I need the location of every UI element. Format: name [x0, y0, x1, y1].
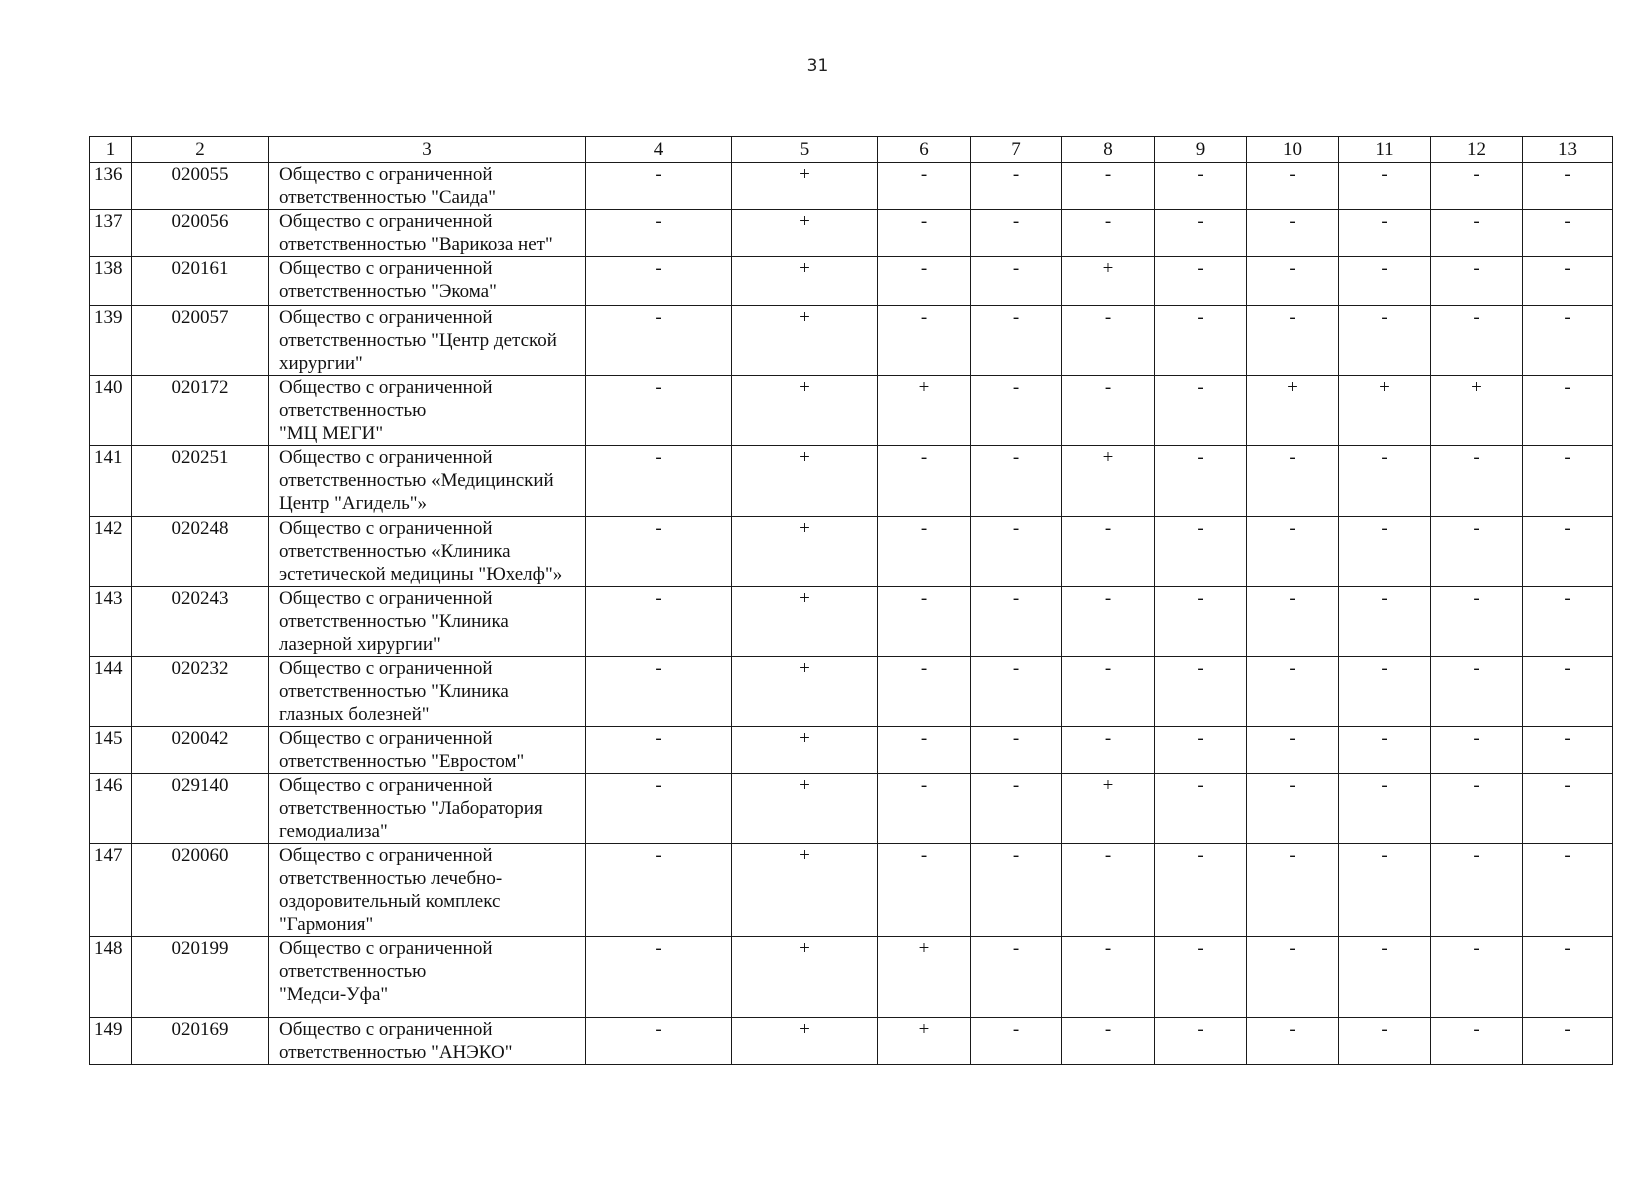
mark-col-6: -: [878, 727, 971, 774]
mark-col-7: -: [971, 657, 1062, 727]
column-header-11: 11: [1339, 137, 1431, 163]
mark-col-9: -: [1155, 587, 1247, 657]
organization-name-line: "МЦ МЕГИ": [279, 423, 384, 444]
mark-col-9: -: [1155, 1018, 1247, 1065]
organization-name: [269, 446, 586, 517]
organization-name-line: ответственностью "Саида": [279, 187, 496, 208]
mark-col-11: -: [1339, 257, 1431, 306]
mark-col-4: -: [586, 210, 732, 257]
mark-col-5: +: [732, 727, 878, 774]
mark-col-13: -: [1523, 774, 1613, 844]
organization-name-line: гемодиализа": [279, 821, 388, 842]
table-row: [90, 1018, 1613, 1065]
mark-col-5: +: [732, 210, 878, 257]
mark-col-8: -: [1062, 306, 1155, 376]
mark-col-5: +: [732, 774, 878, 844]
mark-col-12: -: [1431, 774, 1523, 844]
mark-col-4: -: [586, 844, 732, 937]
mark-col-11: -: [1339, 163, 1431, 210]
row-number: 149: [90, 1018, 132, 1065]
mark-col-8: -: [1062, 517, 1155, 587]
column-header-3: 3: [269, 137, 586, 163]
mark-col-9: -: [1155, 657, 1247, 727]
organization-name: [269, 376, 586, 446]
mark-col-10: -: [1247, 657, 1339, 727]
mark-col-11: +: [1339, 376, 1431, 446]
mark-col-9: -: [1155, 844, 1247, 937]
organization-name-line: Общество с ограниченной: [279, 518, 493, 539]
organization-name-line: "Медси-Уфа": [279, 984, 389, 1005]
organization-name-line: Общество с ограниченной: [279, 258, 493, 279]
mark-col-6: -: [878, 517, 971, 587]
table-row: [90, 727, 1613, 774]
row-number: 143: [90, 587, 132, 657]
registry-table: [89, 136, 1613, 1065]
column-header-2: 2: [132, 137, 269, 163]
mark-col-12: -: [1431, 446, 1523, 517]
table-row: [90, 844, 1613, 937]
organization-name: [269, 657, 586, 727]
organization-name-line: Общество с ограниченной: [279, 588, 493, 609]
organization-name-line: Общество с ограниченной: [279, 164, 493, 185]
table-row: [90, 657, 1613, 727]
mark-col-11: -: [1339, 306, 1431, 376]
mark-col-13: -: [1523, 306, 1613, 376]
mark-col-4: -: [586, 937, 732, 1018]
mark-col-10: -: [1247, 517, 1339, 587]
mark-col-8: -: [1062, 844, 1155, 937]
organization-name-line: Общество с ограниченной: [279, 447, 493, 468]
mark-col-9: -: [1155, 774, 1247, 844]
mark-col-5: +: [732, 306, 878, 376]
mark-col-13: -: [1523, 163, 1613, 210]
mark-col-8: +: [1062, 257, 1155, 306]
mark-col-10: -: [1247, 937, 1339, 1018]
table-row: [90, 774, 1613, 844]
mark-col-6: -: [878, 257, 971, 306]
organization-name-line: Общество с ограниченной: [279, 938, 493, 959]
mark-col-6: +: [878, 1018, 971, 1065]
mark-col-12: -: [1431, 657, 1523, 727]
organization-name-line: Общество с ограниченной: [279, 728, 493, 749]
organization-name: [269, 1018, 586, 1065]
mark-col-10: -: [1247, 774, 1339, 844]
mark-col-4: -: [586, 587, 732, 657]
mark-col-8: -: [1062, 657, 1155, 727]
mark-col-5: +: [732, 257, 878, 306]
column-header-6: 6: [878, 137, 971, 163]
mark-col-13: -: [1523, 844, 1613, 937]
organization-name-line: Общество с ограниченной: [279, 658, 493, 679]
table-row: [90, 376, 1613, 446]
mark-col-10: -: [1247, 844, 1339, 937]
organization-name: [269, 727, 586, 774]
page-number: 31: [806, 56, 829, 76]
mark-col-8: -: [1062, 210, 1155, 257]
organization-name-line: ответственностью: [279, 961, 427, 982]
mark-col-12: -: [1431, 257, 1523, 306]
mark-col-6: -: [878, 774, 971, 844]
mark-col-10: -: [1247, 306, 1339, 376]
mark-col-9: -: [1155, 446, 1247, 517]
mark-col-11: -: [1339, 210, 1431, 257]
mark-col-8: -: [1062, 163, 1155, 210]
mark-col-8: +: [1062, 774, 1155, 844]
organization-name-line: Общество с ограниченной: [279, 211, 493, 232]
mark-col-7: -: [971, 727, 1062, 774]
table-row: [90, 937, 1613, 1018]
organization-name-line: ответственностью "Варикоза нет": [279, 234, 553, 255]
organization-code: 020161: [132, 257, 269, 306]
mark-col-6: -: [878, 657, 971, 727]
row-number: 144: [90, 657, 132, 727]
mark-col-11: -: [1339, 657, 1431, 727]
column-header-10: 10: [1247, 137, 1339, 163]
organization-code: 020199: [132, 937, 269, 1018]
organization-name-line: хирургии": [279, 353, 363, 374]
mark-col-13: -: [1523, 727, 1613, 774]
organization-name-line: ответственностью "АНЭКО": [279, 1042, 513, 1063]
mark-col-12: -: [1431, 587, 1523, 657]
mark-col-13: -: [1523, 210, 1613, 257]
organization-name-line: ответственностью "Лаборатория: [279, 798, 543, 819]
organization-name: [269, 937, 586, 1018]
organization-code: 020172: [132, 376, 269, 446]
mark-col-7: -: [971, 210, 1062, 257]
mark-col-11: -: [1339, 774, 1431, 844]
mark-col-13: -: [1523, 587, 1613, 657]
column-header-12: 12: [1431, 137, 1523, 163]
mark-col-8: -: [1062, 587, 1155, 657]
mark-col-8: -: [1062, 376, 1155, 446]
row-number: 137: [90, 210, 132, 257]
organization-code: 020243: [132, 587, 269, 657]
organization-name-line: Общество с ограниченной: [279, 775, 493, 796]
organization-name-line: Общество с ограниченной: [279, 307, 493, 328]
mark-col-10: -: [1247, 210, 1339, 257]
mark-col-6: -: [878, 306, 971, 376]
table-row: [90, 517, 1613, 587]
mark-col-13: -: [1523, 376, 1613, 446]
mark-col-7: -: [971, 587, 1062, 657]
mark-col-4: -: [586, 774, 732, 844]
table-row: [90, 446, 1613, 517]
mark-col-8: +: [1062, 446, 1155, 517]
organization-code: 020042: [132, 727, 269, 774]
mark-col-11: -: [1339, 517, 1431, 587]
organization-code: 020232: [132, 657, 269, 727]
organization-name-line: Центр "Агидель"»: [279, 493, 428, 514]
mark-col-5: +: [732, 587, 878, 657]
mark-col-7: -: [971, 306, 1062, 376]
mark-col-12: -: [1431, 844, 1523, 937]
mark-col-6: +: [878, 937, 971, 1018]
organization-name-line: оздоровительный комплекс: [279, 891, 501, 912]
column-header-13: 13: [1523, 137, 1613, 163]
organization-name: [269, 844, 586, 937]
table-row: [90, 163, 1613, 210]
column-header-8: 8: [1062, 137, 1155, 163]
mark-col-6: +: [878, 376, 971, 446]
column-header-7: 7: [971, 137, 1062, 163]
column-header-5: 5: [732, 137, 878, 163]
mark-col-4: -: [586, 446, 732, 517]
mark-col-9: -: [1155, 306, 1247, 376]
mark-col-6: -: [878, 163, 971, 210]
column-header-9: 9: [1155, 137, 1247, 163]
mark-col-6: -: [878, 844, 971, 937]
mark-col-5: +: [732, 657, 878, 727]
mark-col-13: -: [1523, 657, 1613, 727]
mark-col-12: -: [1431, 517, 1523, 587]
mark-col-5: +: [732, 376, 878, 446]
organization-name-line: ответственностью «Клиника: [279, 541, 511, 562]
mark-col-11: -: [1339, 587, 1431, 657]
organization-name-line: "Гармония": [279, 914, 374, 935]
mark-col-4: -: [586, 306, 732, 376]
organization-name-line: ответственностью "Центр детской: [279, 330, 557, 351]
mark-col-8: -: [1062, 727, 1155, 774]
mark-col-9: -: [1155, 257, 1247, 306]
organization-name: [269, 210, 586, 257]
mark-col-5: +: [732, 446, 878, 517]
mark-col-10: -: [1247, 446, 1339, 517]
table-row: [90, 210, 1613, 257]
mark-col-12: -: [1431, 1018, 1523, 1065]
mark-col-7: -: [971, 376, 1062, 446]
organization-code: 020060: [132, 844, 269, 937]
row-number: 148: [90, 937, 132, 1018]
row-number: 139: [90, 306, 132, 376]
mark-col-11: -: [1339, 937, 1431, 1018]
mark-col-8: -: [1062, 1018, 1155, 1065]
column-header-1: 1: [90, 137, 132, 163]
mark-col-5: +: [732, 517, 878, 587]
mark-col-5: +: [732, 844, 878, 937]
mark-col-10: -: [1247, 727, 1339, 774]
organization-code: 020251: [132, 446, 269, 517]
mark-col-9: -: [1155, 727, 1247, 774]
organization-name-line: Общество с ограниченной: [279, 845, 493, 866]
row-number: 146: [90, 774, 132, 844]
mark-col-10: +: [1247, 376, 1339, 446]
mark-col-13: -: [1523, 446, 1613, 517]
mark-col-10: -: [1247, 163, 1339, 210]
mark-col-9: -: [1155, 937, 1247, 1018]
organization-name: [269, 517, 586, 587]
mark-col-5: +: [732, 163, 878, 210]
organization-name-line: ответственностью "Клиника: [279, 611, 509, 632]
row-number: 142: [90, 517, 132, 587]
mark-col-7: -: [971, 257, 1062, 306]
organization-name: [269, 257, 586, 306]
organization-name-line: ответственностью «Медицинский: [279, 470, 554, 491]
mark-col-4: -: [586, 1018, 732, 1065]
mark-col-11: -: [1339, 1018, 1431, 1065]
mark-col-7: -: [971, 517, 1062, 587]
mark-col-7: -: [971, 844, 1062, 937]
mark-col-13: -: [1523, 1018, 1613, 1065]
mark-col-7: -: [971, 774, 1062, 844]
mark-col-6: -: [878, 587, 971, 657]
mark-col-8: -: [1062, 937, 1155, 1018]
mark-col-13: -: [1523, 257, 1613, 306]
mark-col-12: -: [1431, 727, 1523, 774]
organization-name: [269, 306, 586, 376]
row-number: 147: [90, 844, 132, 937]
mark-col-7: -: [971, 446, 1062, 517]
mark-col-10: -: [1247, 587, 1339, 657]
table-row: [90, 257, 1613, 306]
mark-col-12: +: [1431, 376, 1523, 446]
organization-code: 020169: [132, 1018, 269, 1065]
mark-col-12: -: [1431, 163, 1523, 210]
organization-name-line: глазных болезней": [279, 704, 430, 725]
organization-name: [269, 587, 586, 657]
row-number: 140: [90, 376, 132, 446]
mark-col-4: -: [586, 727, 732, 774]
mark-col-10: -: [1247, 257, 1339, 306]
mark-col-7: -: [971, 163, 1062, 210]
organization-name-line: ответственностью: [279, 400, 427, 421]
organization-name: [269, 774, 586, 844]
organization-name-line: лазерной хирургии": [279, 634, 441, 655]
mark-col-11: -: [1339, 446, 1431, 517]
organization-code: 020055: [132, 163, 269, 210]
row-number: 145: [90, 727, 132, 774]
mark-col-11: -: [1339, 844, 1431, 937]
organization-name-line: Общество с ограниченной: [279, 1019, 493, 1040]
table-row: [90, 587, 1613, 657]
row-number: 138: [90, 257, 132, 306]
mark-col-4: -: [586, 257, 732, 306]
mark-col-6: -: [878, 210, 971, 257]
mark-col-4: -: [586, 163, 732, 210]
organization-name-line: ответственностью "Евростом": [279, 751, 525, 772]
mark-col-10: -: [1247, 1018, 1339, 1065]
mark-col-12: -: [1431, 210, 1523, 257]
organization-code: 029140: [132, 774, 269, 844]
row-number: 141: [90, 446, 132, 517]
mark-col-9: -: [1155, 163, 1247, 210]
organization-name-line: ответственностью "Экома": [279, 281, 497, 302]
mark-col-13: -: [1523, 937, 1613, 1018]
table-body: [90, 163, 1613, 1065]
mark-col-11: -: [1339, 727, 1431, 774]
mark-col-7: -: [971, 937, 1062, 1018]
mark-col-4: -: [586, 657, 732, 727]
header-row: [90, 137, 1613, 163]
mark-col-9: -: [1155, 376, 1247, 446]
mark-col-13: -: [1523, 517, 1613, 587]
mark-col-5: +: [732, 937, 878, 1018]
row-number: 136: [90, 163, 132, 210]
mark-col-6: -: [878, 446, 971, 517]
organization-code: 020057: [132, 306, 269, 376]
organization-code: 020056: [132, 210, 269, 257]
organization-name: [269, 163, 586, 210]
mark-col-12: -: [1431, 306, 1523, 376]
mark-col-12: -: [1431, 937, 1523, 1018]
mark-col-9: -: [1155, 210, 1247, 257]
organization-name-line: эстетической медицины "Юхелф"»: [279, 564, 563, 585]
mark-col-7: -: [971, 1018, 1062, 1065]
mark-col-4: -: [586, 517, 732, 587]
mark-col-9: -: [1155, 517, 1247, 587]
mark-col-5: +: [732, 1018, 878, 1065]
organization-name-line: Общество с ограниченной: [279, 377, 493, 398]
mark-col-4: -: [586, 376, 732, 446]
organization-name-line: ответственностью лечебно-: [279, 868, 503, 889]
organization-name-line: ответственностью "Клиника: [279, 681, 509, 702]
organization-code: 020248: [132, 517, 269, 587]
table-row: [90, 306, 1613, 376]
column-header-4: 4: [586, 137, 732, 163]
